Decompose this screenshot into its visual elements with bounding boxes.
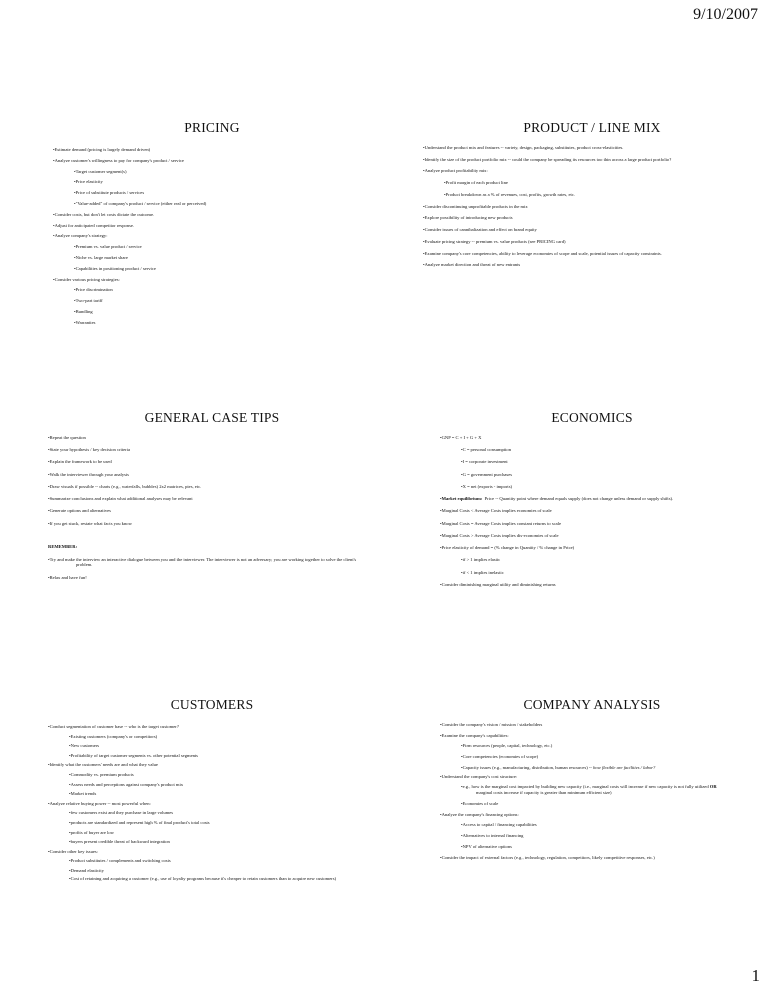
list-item: •Consider costs, but don't let costs dictate the outcome.	[53, 211, 155, 217]
list-item: •Two-part tariff	[74, 298, 103, 304]
term-label: Market equilibrium:	[441, 496, 483, 502]
list-item: •Examine the company's capabilities:	[440, 732, 509, 738]
list-item: •if > 1 implies elastic	[461, 557, 501, 563]
list-item: •Price of substitute products / services	[74, 190, 145, 196]
list-item: •products are standardized and represent high % of final product's total costs	[69, 819, 210, 825]
term-definition: Price -- Quantity point where demand equals supply (does not change unless demand or supply shifts).	[484, 496, 674, 502]
list-item: •Try and make the interview an interactive dialogue between you and the interviewer. The interviewer is not an adversary; you are working together to solve the client's problem.	[48, 556, 357, 568]
item-text: marginal costs increase if capacity is greater than minimum efficient size)	[476, 790, 612, 796]
bullet-list	[420, 435, 730, 588]
item-text: •Capacity issues (e.g., manufacturing, distribution, human resources) --	[461, 764, 594, 770]
list-item: •Consider the company's vision / mission / stakeholders	[440, 722, 543, 727]
list-item: •Commodity vs. premium products	[69, 771, 134, 777]
list-item: •Identify the size of the product portfolio mix -- could the company be spreading its resources too thin across a large product portfolio?	[423, 156, 672, 162]
list-item: •Understand the product mix and features -- variety, design, packaging, substitutes, product cross-elasticities.	[423, 145, 624, 150]
list-item: •Explore possibility of introducing new products	[423, 215, 513, 221]
list-item: •Analyze company's strategy:	[53, 233, 108, 239]
list-item: •State your hypothesis / key decision criteria	[48, 447, 130, 453]
list-item: •Price elasticity of demand = (% change in Quantity / % change in Price)	[440, 545, 575, 551]
list-item: •Consider the impact of external factors (e.g., technology, regulation, competitors, likely competitive responses, etc.)	[440, 854, 655, 860]
slide-product-line-mix	[420, 120, 764, 268]
slide-pricing	[40, 120, 384, 329]
list-item: •Conduct segmentation of customer base -- who is the target customer?	[48, 724, 179, 729]
print-date: 9/10/2007	[693, 6, 758, 23]
list-item: •profits of buyer are low	[69, 829, 114, 835]
list-item: •Estimate demand (pricing is largely demand driven)	[53, 147, 151, 152]
slide-title: GENERAL CASE TIPS	[144, 410, 280, 425]
list-item: •Explain the framework to be used	[48, 459, 112, 465]
slide-title: COMPANY ANALYSIS	[523, 697, 661, 712]
list-item: •Identify what the customers' needs are and what they value	[48, 762, 158, 768]
list-item: •Premium vs. value product / service	[74, 244, 142, 250]
bullet-list	[40, 145, 384, 329]
list-item: •Draw visuals if possible -- charts (e.g., waterfalls, bubbles) 2x2 matrices, pies, etc.	[48, 483, 202, 489]
list-item: •X = net (exports - imports)	[461, 483, 513, 489]
slide-title: ECONOMICS	[551, 410, 633, 425]
list-item: •Analyze customer's willingness to pay for company's product / service	[53, 157, 184, 163]
list-item: •Core competencies (economies of scope)	[461, 754, 539, 760]
item-text: •e.g., how is the marginal cost impacted by building new capacity (i.e., marginal costs will increase if new capacity is not fully utilized	[461, 784, 710, 790]
list-item: •I = corporate investment	[461, 459, 508, 465]
list-item: •Target customer segment(s)	[74, 168, 127, 174]
list-item-capacity-issues	[440, 765, 730, 771]
list-item: •Analyze market direction and threat of new entrants	[423, 262, 521, 268]
list-item: •Marginal Costs = Average Costs implies constant returns to scale	[440, 520, 562, 526]
slide-customers	[40, 697, 384, 881]
list-item: •GNP = C + I + G + X	[440, 435, 482, 440]
list-item: •Summarize conclusions and explain what additional analyses may be relevant	[48, 496, 193, 502]
list-item: •Price discrimination	[74, 287, 113, 293]
list-item: •Assess needs and perceptions against company's product mix	[69, 781, 184, 787]
list-item: •Consider discontinuing unprofitable products in the mix	[423, 203, 528, 209]
list-item: •C = personal consumption	[461, 447, 512, 453]
list-item: •Capabilities in positioning product / service	[74, 265, 156, 271]
list-item: •Product substitutes / complements and switching costs	[69, 858, 171, 864]
slide-title: CUSTOMERS	[170, 697, 254, 712]
list-item: •Access to capital / financing capabilities	[461, 822, 537, 828]
list-item: •Cost of retaining and acquiring a customer (e.g., use of loyalty programs because it's cheaper to retain customers than to acquire new customers)	[69, 875, 337, 881]
list-item: •If you get stuck, restate what facts you know	[48, 520, 132, 526]
list-item: •Analyze product profitability mix:	[423, 168, 488, 174]
list-item: •Evaluate pricing strategy -- premium vs. value products (see PRICING card)	[423, 238, 566, 244]
list-item: •Consider other key issues:	[48, 848, 98, 854]
list-item: •Relax and have fun!	[48, 574, 87, 580]
slide-title: PRICING	[184, 120, 240, 135]
list-item: •Alternatives to internal financing	[461, 833, 524, 839]
list-item: •Bundling	[74, 308, 93, 314]
item-emphasis: how flexible are facilities / labor?	[593, 764, 656, 770]
list-item: •Understand the company's cost structure:	[440, 773, 518, 779]
list-item: •Niche vs. large market share	[74, 254, 128, 260]
page-number: 1	[751, 966, 760, 985]
list-item: •Demand elasticity	[69, 867, 104, 873]
bullet-list	[40, 722, 348, 881]
list-item: •Existing customers (company's or competitors)	[69, 733, 158, 739]
list-item: •NPV of alternative options	[461, 843, 512, 849]
list-item: •buyers present credible threat of backward integration	[69, 839, 170, 845]
list-item: •Generate options and alternatives	[48, 508, 111, 514]
list-item: •New customers	[69, 743, 100, 749]
bullet-list	[420, 722, 730, 860]
remember-heading: REMEMBER:	[48, 544, 78, 550]
list-item: •few customers exist and they purchase in large volumes	[69, 810, 174, 816]
list-item: •if < 1 implies inelastic	[461, 569, 504, 575]
list-item: •Profit margin of each product line	[444, 180, 508, 186]
list-item: •G = government purchases	[461, 471, 513, 477]
slide-economics	[420, 410, 764, 588]
list-item: •"Value-added" of company's product / service (either real or perceived)	[74, 200, 207, 206]
list-item: •Analyze relative buying power -- most powerful when:	[48, 800, 151, 806]
list-item: •Adjust for anticipated competitor response.	[53, 222, 135, 228]
list-item: •Walk the interviewer through your analysis	[48, 471, 129, 477]
slide-general-case-tips	[40, 410, 384, 580]
list-item: •Product breakdown as a % of revenues, cost, profits, growth rates, etc.	[444, 191, 575, 197]
bullet-list	[420, 145, 723, 268]
list-item: •Marginal Costs < Average Costs implies economies of scale	[440, 508, 552, 514]
bullet-list	[40, 435, 358, 580]
list-item: •Repeat the question	[48, 435, 86, 440]
list-item: •Firm resources (people, capital, technology, etc.)	[461, 743, 553, 749]
list-item-market-equilibrium: •Market equilibrium: Price -- Quantity point where demand equals supply (does not change unless demand or supply shifts).	[440, 496, 674, 502]
list-item: •Examine company's core competencies, ability to leverage economies of scope and scale, potential issues of capacity constraints.	[423, 250, 662, 256]
slide-company-analysis	[420, 697, 764, 860]
list-item-marginal-cost	[440, 784, 730, 795]
list-item: •Price elasticity	[74, 179, 103, 185]
list-item: •Consider various pricing strategies:	[53, 276, 120, 282]
list-item: •Marginal Costs > Average Costs implies dis-economies of scale	[440, 532, 559, 538]
item-emphasis: OR	[709, 784, 717, 790]
list-item: •Economies of scale	[461, 800, 499, 806]
list-item: •Consider issues of cannibalization and effect on brand equity	[423, 227, 537, 233]
list-item: •Analyze the company's financing options:	[440, 811, 519, 817]
list-item: •Profitability of target customer segments vs. other potential segments	[69, 752, 198, 758]
list-item: •Warranties	[74, 319, 96, 325]
list-item: •Market trends	[69, 791, 97, 797]
list-item: •Consider diminishing marginal utility and diminishing returns	[440, 581, 556, 587]
slide-title: PRODUCT / LINE MIX	[523, 120, 661, 135]
